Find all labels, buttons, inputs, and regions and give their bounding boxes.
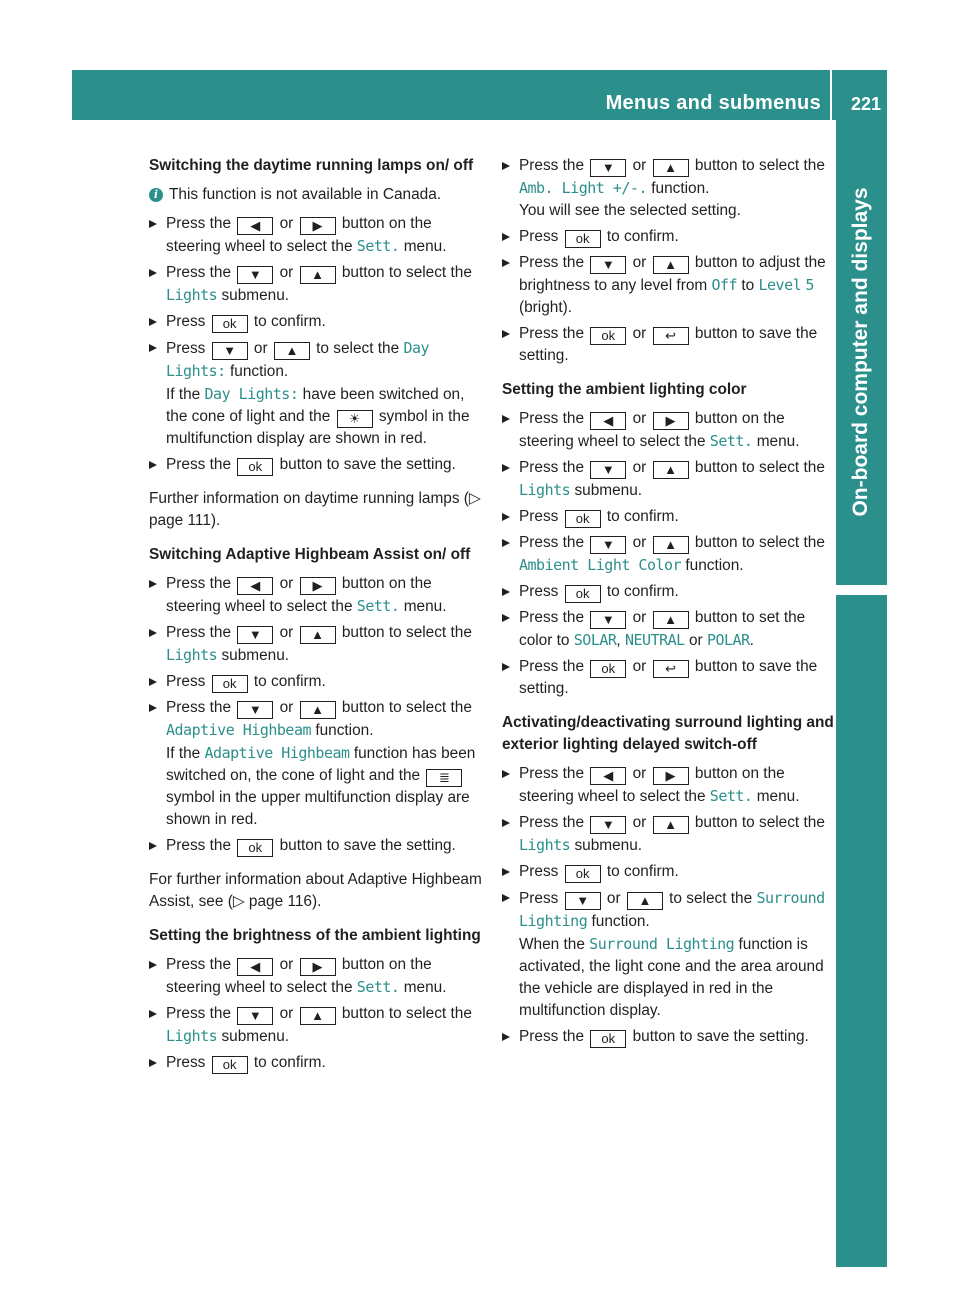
step-arrow-icon bbox=[149, 461, 157, 469]
left-key-icon: ◀ bbox=[590, 767, 626, 785]
step-arrow-icon bbox=[149, 704, 157, 712]
step-arrow-icon bbox=[502, 663, 510, 671]
left-key-icon: ◀ bbox=[237, 217, 273, 235]
ok-key-icon: ok bbox=[237, 458, 273, 476]
down-key-icon: ▼ bbox=[590, 256, 626, 274]
right-key-icon: ▶ bbox=[653, 767, 689, 785]
down-key-icon: ▼ bbox=[590, 159, 626, 177]
up-key-icon: ▲ bbox=[653, 611, 689, 629]
header-divider bbox=[830, 70, 832, 120]
down-key-icon: ▼ bbox=[212, 342, 248, 360]
step-arrow-icon bbox=[502, 162, 510, 170]
daytime-further-info: Further information on daytime running lamps (▷ page 111). bbox=[149, 490, 481, 529]
list-item: Press the ◀ or ▶ button on the steering wheel to select the Sett. menu. bbox=[502, 408, 834, 453]
up-key-icon: ▲ bbox=[300, 626, 336, 644]
down-key-icon: ▼ bbox=[237, 1007, 273, 1025]
list-item: Press the ▼ or ▲ button to set the color to SOLAR, NEUTRAL or POLAR. bbox=[502, 607, 834, 652]
daytime-steps bbox=[149, 213, 483, 476]
step-arrow-icon bbox=[502, 539, 510, 547]
up-key-icon: ▲ bbox=[300, 1007, 336, 1025]
list-item: Press the ok or ↩ button to save the setting. bbox=[502, 656, 834, 700]
left-key-icon: ◀ bbox=[237, 577, 273, 595]
down-key-icon: ▼ bbox=[590, 611, 626, 629]
ok-key-icon: ok bbox=[565, 865, 601, 883]
list-item: Press ok to confirm. bbox=[502, 581, 834, 603]
list-item: Press ok to confirm. bbox=[149, 671, 483, 693]
step-arrow-icon bbox=[502, 330, 510, 338]
up-key-icon: ▲ bbox=[653, 536, 689, 554]
step-arrow-icon bbox=[502, 868, 510, 876]
step-arrow-icon bbox=[502, 819, 510, 827]
back-key-icon: ↩ bbox=[653, 327, 689, 345]
list-item: Press ok to confirm. bbox=[149, 311, 483, 333]
list-item: Press the ▼ or ▲ button to adjust the brightness to any level from Off to Level 5 (bright). bbox=[502, 252, 834, 319]
step-arrow-icon bbox=[502, 259, 510, 267]
up-key-icon: ▲ bbox=[653, 816, 689, 834]
list-item: Press the ◀ or ▶ button on the steering wheel to select the Sett. menu. bbox=[502, 763, 834, 808]
brightness-steps-right bbox=[502, 155, 834, 367]
up-key-icon: ▲ bbox=[627, 892, 663, 910]
step-arrow-icon bbox=[502, 415, 510, 423]
list-item: Press ▼ or ▲ to select the Surround Lighting function. When the Surround Lighting function is activated, the light cone and the area around the vehicle are displayed in red in the multifunction display. bbox=[502, 887, 834, 1022]
down-key-icon: ▼ bbox=[590, 461, 626, 479]
step-arrow-icon bbox=[149, 1010, 157, 1018]
down-key-icon: ▼ bbox=[590, 816, 626, 834]
down-key-icon: ▼ bbox=[237, 626, 273, 644]
right-key-icon: ▶ bbox=[300, 217, 336, 235]
step-arrow-icon bbox=[149, 318, 157, 326]
color-heading: Setting the ambient lighting color bbox=[502, 381, 747, 398]
ok-key-icon: ok bbox=[590, 327, 626, 345]
brightness-steps-left bbox=[149, 954, 483, 1074]
step-arrow-icon bbox=[502, 894, 510, 902]
step-arrow-icon bbox=[149, 344, 157, 352]
color-steps bbox=[502, 408, 834, 700]
ok-key-icon: ok bbox=[212, 675, 248, 693]
ok-key-icon: ok bbox=[590, 1030, 626, 1048]
step-arrow-icon bbox=[149, 220, 157, 228]
up-key-icon: ▲ bbox=[300, 701, 336, 719]
left-column bbox=[149, 155, 483, 1086]
list-item: Press the ▼ or ▲ button to select the Lights submenu. bbox=[502, 457, 834, 502]
ok-key-icon: ok bbox=[565, 510, 601, 528]
list-item: Press the ▼ or ▲ button to select the Lights submenu. bbox=[149, 1003, 483, 1048]
page-number: 221 bbox=[850, 94, 881, 114]
list-item: Press the ▼ or ▲ button to select the Adaptive Highbeam function. If the Adaptive Highbeam function has been switched on, the cone of light and the ≣ symbol in the upper multifunction display are shown in red. bbox=[149, 697, 483, 831]
side-color-block bbox=[836, 595, 887, 1267]
step-arrow-icon bbox=[149, 269, 157, 277]
list-item: Press the ◀ or ▶ button on the steering wheel to select the Sett. menu. bbox=[149, 954, 483, 999]
step-arrow-icon bbox=[502, 770, 510, 778]
sun-symbol-icon: ☀ bbox=[337, 410, 373, 428]
list-item: Press ok to confirm. bbox=[502, 506, 834, 528]
ok-key-icon: ok bbox=[565, 585, 601, 603]
right-column bbox=[502, 155, 834, 1060]
ok-key-icon: ok bbox=[212, 1056, 248, 1074]
up-key-icon: ▲ bbox=[300, 266, 336, 284]
up-key-icon: ▲ bbox=[274, 342, 310, 360]
step-arrow-icon bbox=[149, 580, 157, 588]
list-item: Press the ▼ or ▲ button to select the Lights submenu. bbox=[502, 812, 834, 857]
list-item: Press the ok button to save the setting. bbox=[502, 1026, 834, 1048]
down-key-icon: ▼ bbox=[237, 266, 273, 284]
list-item: Press the ok button to save the setting. bbox=[149, 835, 483, 857]
down-key-icon: ▼ bbox=[565, 892, 601, 910]
right-key-icon: ▶ bbox=[300, 577, 336, 595]
adaptive-steps bbox=[149, 573, 483, 857]
step-arrow-icon bbox=[502, 233, 510, 241]
adaptive-further-info: For further information about Adaptive Highbeam Assist, see (▷ page 116). bbox=[149, 871, 482, 910]
step-arrow-icon bbox=[502, 464, 510, 472]
list-item: Press ok to confirm. bbox=[502, 226, 834, 248]
step-arrow-icon bbox=[149, 1059, 157, 1067]
up-key-icon: ▲ bbox=[653, 256, 689, 274]
left-key-icon: ◀ bbox=[590, 412, 626, 430]
step-arrow-icon bbox=[502, 513, 510, 521]
info-icon: i bbox=[149, 188, 163, 202]
ok-key-icon: ok bbox=[212, 315, 248, 333]
side-section-label: On-board computer and displays bbox=[849, 187, 872, 517]
ok-key-icon: ok bbox=[590, 660, 626, 678]
highbeam-symbol-icon: ≣ bbox=[426, 769, 462, 787]
back-key-icon: ↩ bbox=[653, 660, 689, 678]
list-item: Press the ◀ or ▶ button on the steering wheel to select the Sett. menu. bbox=[149, 213, 483, 258]
step-arrow-icon bbox=[149, 961, 157, 969]
step-arrow-icon bbox=[502, 588, 510, 596]
left-key-icon: ◀ bbox=[237, 958, 273, 976]
list-item: Press the ▼ or ▲ button to select the Amb. Light +/-. function. You will see the selected setting. bbox=[502, 155, 834, 222]
up-key-icon: ▲ bbox=[653, 159, 689, 177]
step-arrow-icon bbox=[502, 614, 510, 622]
surround-heading: Activating/deactivating surround lighting and exterior lighting delayed switch-off bbox=[502, 714, 834, 753]
surround-steps bbox=[502, 763, 834, 1048]
step-arrow-icon bbox=[502, 1033, 510, 1041]
brightness-heading: Setting the brightness of the ambient lighting bbox=[149, 927, 481, 944]
list-item: Press the ok button to save the setting. bbox=[149, 454, 483, 476]
page-header-bar bbox=[72, 70, 887, 120]
right-key-icon: ▶ bbox=[653, 412, 689, 430]
list-item: Press ok to confirm. bbox=[502, 861, 834, 883]
ok-key-icon: ok bbox=[237, 839, 273, 857]
right-key-icon: ▶ bbox=[300, 958, 336, 976]
list-item: Press the ▼ or ▲ button to select the Lights submenu. bbox=[149, 622, 483, 667]
daytime-heading: Switching the daytime running lamps on/ off bbox=[149, 157, 474, 174]
list-item: Press the ok or ↩ button to save the setting. bbox=[502, 323, 834, 367]
ok-key-icon: ok bbox=[565, 230, 601, 248]
up-key-icon: ▲ bbox=[653, 461, 689, 479]
step-arrow-icon bbox=[149, 678, 157, 686]
canada-note: i This function is not available in Canada. bbox=[149, 184, 483, 206]
step-arrow-icon bbox=[149, 842, 157, 850]
adaptive-heading: Switching Adaptive Highbeam Assist on/ off bbox=[149, 546, 471, 563]
down-key-icon: ▼ bbox=[237, 701, 273, 719]
list-item: Press the ▼ or ▲ button to select the Ambient Light Color function. bbox=[502, 532, 834, 577]
list-item: Press the ◀ or ▶ button on the steering wheel to select the Sett. menu. bbox=[149, 573, 483, 618]
page-header-title: Menus and submenus bbox=[605, 92, 821, 114]
list-item: Press ▼ or ▲ to select the Day Lights: function. If the Day Lights: have been switched on, the cone of light and the ☀ symbol in the multifunction display are shown in red. bbox=[149, 337, 483, 450]
list-item: Press ok to confirm. bbox=[149, 1052, 483, 1074]
list-item: Press the ▼ or ▲ button to select the Lights submenu. bbox=[149, 262, 483, 307]
down-key-icon: ▼ bbox=[590, 536, 626, 554]
step-arrow-icon bbox=[149, 629, 157, 637]
